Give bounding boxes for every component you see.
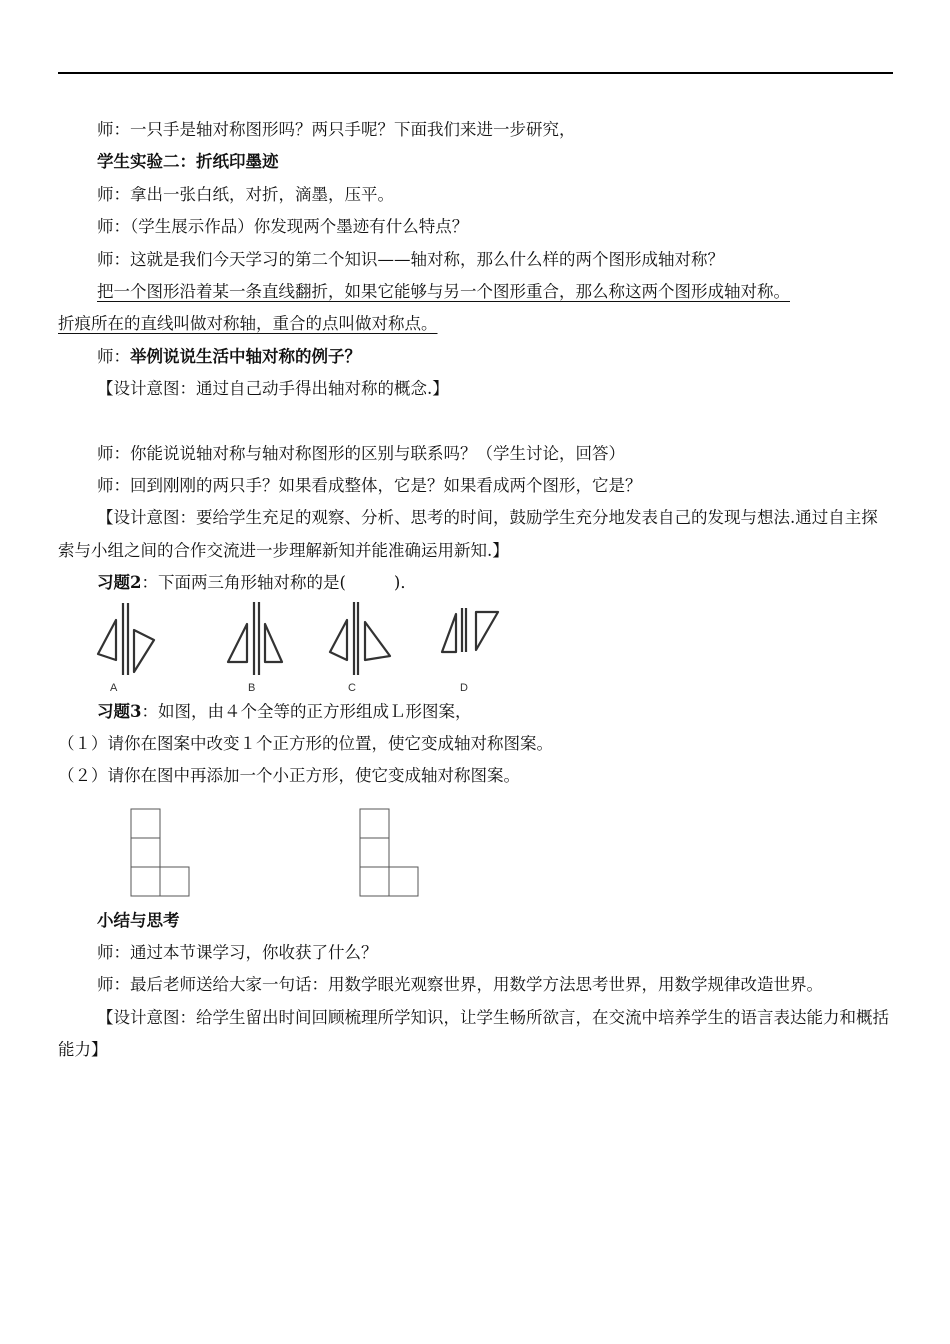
section-heading: 学生实验二：折纸印墨迹	[97, 152, 279, 172]
option-label: C	[348, 681, 356, 694]
definition-underlined: 折痕所在的直线叫做对称轴，重合的点叫做对称点。	[58, 314, 438, 334]
exercise-label: 习题2	[97, 573, 142, 593]
section-heading: 小结与思考	[97, 910, 180, 930]
option-b-figure	[228, 602, 282, 675]
option-d-figure	[442, 608, 498, 652]
option-a-figure	[98, 603, 154, 675]
l-shape-drawing	[58, 793, 478, 905]
sub-question: （２）请你在图中再添加一个小正方形，使它变成轴对称图案。	[58, 766, 520, 786]
design-intent: 【设计意图：给学生留出时间回顾梳理所学知识，让学生畅所欲言，在交流中培养学生的语言表达能力和概括能力】	[58, 1007, 889, 1060]
speaker-label: 师：	[97, 346, 130, 366]
paragraph: 师：你能说说轴对称与轴对称图形的区别与联系吗？（学生讨论，回答）	[97, 443, 625, 463]
option-label: B	[248, 681, 256, 694]
design-intent: 【设计意图：要给学生充足的观察、分析、思考的时间，鼓励学生充分地发表自己的发现与想法.通过自主探索与小组之间的合作交流进一步理解新知并能准确运用新知.】	[58, 508, 878, 560]
l-shape-right	[360, 809, 418, 896]
triangle-options-figure	[58, 600, 893, 696]
exercise-text: ：下面两三角形轴对称的是(	[141, 573, 346, 593]
design-intent: 【设计意图：通过自己动手得出轴对称的概念.】	[97, 379, 449, 399]
paragraph	[58, 341, 893, 373]
paragraph: 师：回到刚刚的两只手？如果看成整体，它是？如果看成两个图形，它是？	[97, 475, 642, 495]
definition-underlined: 把一个图形沿着某一条直线翻折，如果它能够与另一个图形重合，那么称这两个图形成轴对称。	[97, 281, 790, 301]
paragraph: 师：一只手是轴对称图形吗？两只手呢？下面我们来进一步研究，	[97, 120, 576, 139]
option-label: A	[110, 681, 118, 694]
header-rule	[58, 72, 893, 74]
paragraph: 师：这就是我们今天学习的第二个知识——轴对称，那么什么样的两个图形成轴对称？	[97, 249, 724, 269]
exercise-2	[58, 567, 893, 599]
exercise-label: 习题3	[97, 701, 142, 721]
sub-question: （１）请你在图案中改变１个正方形的位置，使它变成轴对称图案。	[58, 733, 553, 753]
bold-question: 举例说说生活中轴对称的例子？	[130, 346, 361, 366]
exercise-close: )．	[393, 573, 417, 593]
paragraph: 师：最后老师送给大家一句话：用数学眼光观察世界，用数学方法思考世界，用数学规律改造世界。	[97, 975, 823, 995]
option-label: D	[460, 681, 468, 694]
l-shape-figure	[58, 793, 893, 905]
paragraph: 师：拿出一张白纸，对折，滴墨，压平。	[97, 184, 394, 204]
paragraph: 师：（学生展示作品）你发现两个墨迹有什么特点？	[97, 217, 469, 237]
triangle-options-drawing	[58, 600, 558, 696]
paragraph: 师：通过本节课学习，你收获了什么？	[97, 943, 378, 963]
l-shape-left	[131, 809, 189, 896]
spacer	[58, 406, 893, 438]
option-c-figure	[330, 602, 390, 675]
exercise-3	[58, 696, 893, 728]
document-body	[58, 114, 893, 1067]
exercise-text: ：如图，由４个全等的正方形组成Ｌ形图案，	[141, 701, 472, 721]
